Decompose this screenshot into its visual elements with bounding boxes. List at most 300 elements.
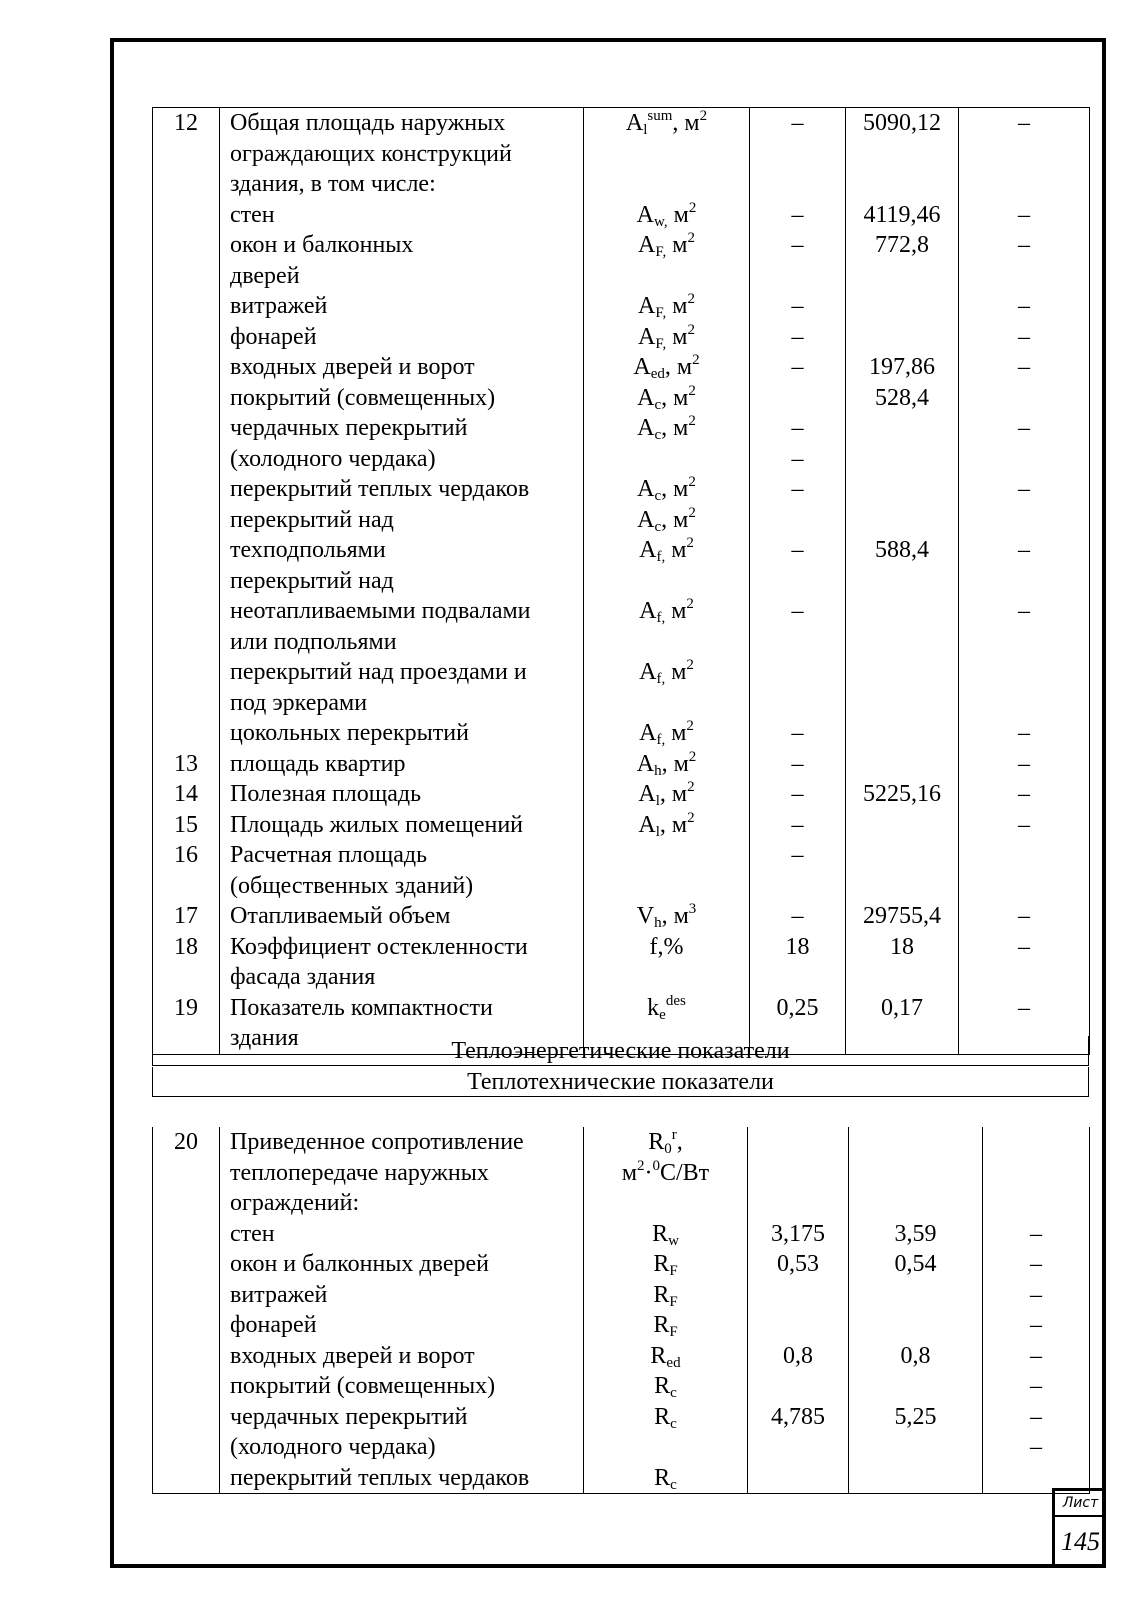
- unit-text: , м: [661, 903, 689, 929]
- unit-line: [584, 108, 749, 139]
- row-number-cell: [153, 200, 220, 231]
- unit-line: [584, 962, 749, 993]
- unit-superscript: des: [665, 992, 686, 1009]
- unit-power: 2: [687, 809, 695, 826]
- table-row: [153, 1310, 1090, 1341]
- unit-symbol: A: [639, 659, 657, 685]
- indicator-name-line: перекрытий над: [230, 567, 394, 594]
- actual-value: [959, 169, 1089, 200]
- indicator-name-line: окон и балконных дверей: [230, 1251, 489, 1277]
- calculated-value: [846, 627, 958, 658]
- normative-value: –: [791, 415, 804, 441]
- calculated-value: [846, 962, 958, 993]
- actual-value-cell: [959, 230, 1090, 291]
- normative-value-cell: [750, 291, 846, 322]
- actual-value: [959, 566, 1089, 597]
- unit-text: , м: [659, 811, 688, 838]
- actual-value: –: [1018, 110, 1030, 136]
- unit-subscript: l: [655, 793, 660, 809]
- row-number-cell: [153, 322, 220, 353]
- unit-text: , м: [661, 506, 689, 533]
- unit-line: [584, 718, 749, 749]
- calculated-value-cell: [849, 1127, 983, 1219]
- unit-text: м: [666, 323, 688, 350]
- indicator-name-line: окон и балконных: [230, 232, 414, 258]
- indicator-name-cell: [220, 1127, 584, 1219]
- unit-cell: [584, 718, 750, 749]
- normative-value: 0,25: [776, 994, 819, 1021]
- unit-line: [584, 1310, 747, 1341]
- unit-subscript: f,: [656, 549, 666, 565]
- unit-line: [584, 1463, 747, 1494]
- indicator-name-cell: [220, 413, 584, 474]
- unit-subscript: F: [669, 1293, 678, 1310]
- unit-line: [584, 1127, 747, 1158]
- unit-line: [584, 352, 749, 383]
- indicator-name-line: ограждений:: [230, 1190, 360, 1216]
- indicator-name-line: (холодного чердака): [230, 1434, 436, 1460]
- actual-value: [959, 962, 1089, 993]
- unit-cell: [584, 322, 750, 353]
- indicator-name-cell: [220, 779, 584, 810]
- row-number: [153, 291, 219, 322]
- actual-value: [959, 657, 1089, 688]
- unit-cell: [584, 1249, 748, 1280]
- indicator-name-cell: [220, 1280, 584, 1311]
- calculated-value-cell: [846, 749, 959, 780]
- calculated-value-cell: [846, 108, 959, 200]
- row-number-cell: [153, 230, 220, 291]
- row-number: [153, 1371, 219, 1402]
- unit-line: [584, 810, 749, 841]
- table-row: [153, 474, 1090, 505]
- unit-symbol: f,%: [649, 933, 684, 960]
- unit-line: [584, 230, 749, 261]
- row-number-cell: [153, 718, 220, 749]
- row-number-cell: [153, 810, 220, 841]
- normative-value-cell: [748, 1310, 849, 1341]
- indicator-name-line: неотапливаемыми подвалами: [230, 598, 531, 624]
- unit-superscript: r: [671, 1127, 677, 1143]
- actual-value: –: [1018, 354, 1030, 380]
- calculated-value-cell: [846, 413, 959, 474]
- indicator-name-cell: [220, 1402, 584, 1463]
- normative-value-cell: [750, 779, 846, 810]
- normative-value-cell: [750, 749, 846, 780]
- actual-value-cell: [959, 200, 1090, 231]
- actual-value: –: [1018, 994, 1030, 1021]
- unit-cell: [584, 1219, 748, 1250]
- row-number: [153, 505, 219, 536]
- normative-value-cell: [748, 1463, 849, 1494]
- row-number: [153, 383, 219, 414]
- unit-text: м: [665, 598, 687, 624]
- calculated-value: [846, 718, 958, 749]
- normative-value-cell: [750, 383, 846, 414]
- unit-subscript: ed: [666, 1354, 681, 1371]
- unit-symbol: A: [637, 415, 655, 441]
- unit-symbol: R: [653, 1312, 670, 1338]
- unit-cell: [584, 108, 750, 200]
- actual-value: –: [1018, 323, 1030, 350]
- row-number: [153, 1341, 219, 1372]
- calculated-value: 4119,46: [863, 201, 941, 228]
- unit-symbol: м: [621, 1159, 637, 1186]
- unit-cell: [584, 230, 750, 291]
- indicator-name-line: под эркерами: [230, 689, 368, 716]
- normative-value-cell: [750, 505, 846, 566]
- indicator-name-cell: [220, 322, 584, 353]
- unit-symbol: A: [637, 384, 655, 411]
- actual-value: –: [1018, 293, 1030, 319]
- unit-symbol: R: [650, 1342, 667, 1369]
- indicator-name-line: ограждающих конструкций: [230, 140, 512, 167]
- unit-line: [584, 1188, 747, 1219]
- row-number-cell: [153, 383, 220, 414]
- unit-text: , м: [661, 415, 689, 441]
- table-row: [153, 383, 1090, 414]
- unit-subscript: l: [655, 823, 660, 840]
- indicator-name-line: покрытий (совмещенных): [230, 1373, 496, 1399]
- unit-line: [584, 444, 749, 475]
- actual-value: –: [1018, 903, 1030, 929]
- row-number-cell: [153, 1463, 220, 1494]
- normative-value: –: [791, 476, 804, 502]
- normative-value-cell: [748, 1219, 849, 1250]
- unit-power: 2: [688, 504, 696, 521]
- unit-subscript: l: [643, 122, 648, 138]
- section-header-energy: Теплоэнергетические показатели: [152, 1036, 1089, 1066]
- unit-subscript: f,: [656, 610, 666, 626]
- row-number: [153, 200, 219, 231]
- row-number: 20: [174, 1129, 198, 1155]
- calculated-value-cell: [846, 230, 959, 291]
- unit-cell: [584, 657, 750, 718]
- row-number: [153, 230, 219, 261]
- row-number-cell: [153, 352, 220, 383]
- actual-value: –: [1030, 1342, 1042, 1369]
- actual-value-cell: [959, 322, 1090, 353]
- indicator-name-line: витражей: [230, 1281, 328, 1308]
- calculated-value-cell: [849, 1463, 983, 1494]
- normative-value: 18: [785, 933, 810, 960]
- unit-line: [584, 1219, 747, 1250]
- unit-power: 2: [688, 199, 697, 216]
- unit-symbol: A: [633, 354, 651, 380]
- unit-power: 2: [688, 382, 696, 399]
- row-number-cell: [153, 1249, 220, 1280]
- sheet-label: Лист: [1055, 1491, 1106, 1517]
- normative-value: 0,53: [777, 1251, 819, 1277]
- unit-symbol: A: [639, 537, 657, 563]
- actual-value-cell: [959, 901, 1090, 932]
- section-header-thermal: Теплотехнические показатели: [152, 1067, 1089, 1097]
- unit-line: [584, 566, 749, 597]
- row-number: 15: [174, 811, 198, 838]
- calculated-value: [846, 840, 958, 871]
- normative-value: 4,785: [771, 1403, 825, 1430]
- actual-value: –: [1030, 1220, 1042, 1247]
- normative-value: [748, 1310, 848, 1341]
- indicator-name-cell: [220, 352, 584, 383]
- row-number: 16: [174, 842, 198, 868]
- row-number-cell: [153, 779, 220, 810]
- actual-value-cell: [959, 932, 1090, 993]
- unit-cell: [584, 840, 750, 901]
- unit-line: [584, 139, 749, 170]
- unit-power: 0: [652, 1157, 660, 1174]
- actual-value: [959, 383, 1089, 414]
- table-row: [153, 1341, 1090, 1372]
- actual-value-cell: [959, 383, 1090, 414]
- table-row: [153, 108, 1090, 200]
- normative-value: [750, 505, 845, 536]
- unit-line: [584, 505, 749, 536]
- table-row: [153, 352, 1090, 383]
- actual-value-cell: [959, 840, 1090, 901]
- row-number: 19: [174, 994, 198, 1021]
- row-number: [153, 718, 219, 749]
- row-number-cell: [153, 932, 220, 993]
- row-number: [153, 566, 219, 597]
- normative-value: [748, 1127, 848, 1158]
- actual-value: –: [1030, 1403, 1042, 1430]
- unit-subscript: h: [654, 915, 662, 931]
- unit-subscript: c: [654, 396, 662, 413]
- table-row: [153, 932, 1090, 993]
- normative-value-cell: [750, 200, 846, 231]
- actual-value-cell: [983, 1219, 1090, 1250]
- row-number-cell: [153, 1219, 220, 1250]
- row-number-cell: [153, 474, 220, 505]
- indicator-name-line: площадь квартир: [230, 750, 406, 777]
- actual-value-cell: [959, 505, 1090, 566]
- unit-text: м: [667, 201, 689, 228]
- indicator-name-cell: [220, 810, 584, 841]
- row-number: [153, 1463, 219, 1494]
- unit-power: 2: [687, 291, 695, 307]
- calculated-value: 197,86: [869, 354, 935, 380]
- unit-superscript: sum: [647, 108, 673, 124]
- unit-symbol: R: [648, 1129, 665, 1155]
- normative-value-cell: [750, 474, 846, 505]
- calculated-value-cell: [849, 1341, 983, 1372]
- normative-value: [750, 657, 845, 688]
- indicator-name-cell: [220, 566, 584, 658]
- actual-value: [959, 871, 1089, 902]
- calculated-value: [846, 261, 958, 292]
- row-number-cell: [153, 1310, 220, 1341]
- unit-line: [584, 383, 749, 414]
- normative-value-cell: [748, 1341, 849, 1372]
- normative-value: –: [791, 445, 804, 472]
- unit-symbol: A: [638, 781, 656, 807]
- actual-value: [959, 139, 1089, 170]
- table-row: [153, 840, 1090, 901]
- normative-value: [748, 1371, 848, 1402]
- unit-line: [584, 1280, 747, 1311]
- calculated-value: 0,54: [894, 1251, 937, 1277]
- indicator-name-cell: [220, 901, 584, 932]
- calculated-value-cell: [846, 474, 959, 505]
- indicator-name-line: перекрытий теплых чердаков: [230, 476, 530, 502]
- table-row: [153, 779, 1090, 810]
- unit-power: 2: [688, 748, 697, 765]
- normative-value-cell: [748, 1371, 849, 1402]
- table-row: [153, 322, 1090, 353]
- unit-text: м: [665, 537, 687, 563]
- calculated-value-cell: [846, 200, 959, 231]
- unit-line: [584, 657, 749, 688]
- table-row: [153, 1219, 1090, 1250]
- actual-value: [983, 1188, 1089, 1219]
- row-number: [153, 352, 219, 383]
- unit-subscript: F,: [655, 244, 667, 260]
- unit-subscript: F: [669, 1263, 678, 1279]
- normative-value: –: [791, 720, 804, 746]
- unit-text: м: [665, 659, 687, 685]
- normative-value: [748, 1280, 848, 1311]
- calculated-value: [849, 1432, 982, 1463]
- unit-symbol: R: [654, 1373, 671, 1399]
- row-number: [153, 1280, 219, 1311]
- unit-cell: [584, 779, 750, 810]
- unit-power: 2: [688, 413, 696, 429]
- row-number: [153, 1402, 219, 1433]
- table-row: [153, 657, 1090, 718]
- row-number-cell: [153, 108, 220, 200]
- unit-cell: [584, 749, 750, 780]
- unit-cell: [584, 932, 750, 993]
- row-number: 17: [174, 903, 198, 929]
- unit-power: 2: [687, 230, 695, 246]
- unit-subscript: f,: [656, 671, 666, 687]
- row-number-cell: [153, 840, 220, 901]
- unit-subscript: c: [654, 488, 662, 504]
- indicator-name-cell: [220, 1463, 584, 1494]
- indicator-name-line: стен: [230, 1220, 275, 1247]
- unit-power: 2: [692, 352, 700, 368]
- calculated-value-cell: [846, 291, 959, 322]
- sheet-number: 145: [1061, 1527, 1100, 1556]
- unit-text: , м: [672, 110, 700, 136]
- calculated-value-cell: [846, 566, 959, 658]
- normative-value-cell: [750, 718, 846, 749]
- actual-value-cell: [959, 566, 1090, 658]
- unit-symbol: A: [639, 598, 657, 624]
- normative-value-cell: [750, 932, 846, 993]
- normative-value-cell: [748, 1127, 849, 1219]
- unit-cell: [584, 200, 750, 231]
- sheet-stamp: [1052, 1488, 1106, 1568]
- table-row: [153, 200, 1090, 231]
- actual-value: [959, 261, 1089, 292]
- indicator-name-line: Площадь жилых помещений: [230, 811, 524, 838]
- unit-line: [584, 413, 749, 444]
- calculated-value: [849, 1127, 982, 1158]
- calculated-value-cell: [849, 1402, 983, 1463]
- unit-symbol: A: [636, 201, 655, 228]
- indicator-name-line: цокольных перекрытий: [230, 720, 469, 746]
- row-number-cell: [153, 505, 220, 566]
- normative-value: [750, 871, 845, 902]
- calculated-value: [846, 474, 958, 505]
- calculated-value: 18: [890, 933, 914, 960]
- actual-value: –: [1030, 1434, 1042, 1460]
- unit-line: [584, 1158, 747, 1189]
- unit-symbol: A: [637, 506, 655, 533]
- unit-symbol: A: [625, 110, 644, 136]
- unit-power: 2: [699, 108, 708, 124]
- calculated-value-cell: [846, 352, 959, 383]
- normative-value-cell: [750, 413, 846, 474]
- calculated-value: [846, 566, 958, 597]
- normative-value: –: [791, 598, 804, 624]
- unit-cell: [584, 474, 750, 505]
- actual-value: –: [1030, 1281, 1042, 1308]
- unit-text: м: [665, 720, 687, 746]
- indicator-name-cell: [220, 1371, 584, 1402]
- unit-line: [584, 169, 749, 200]
- normative-value-cell: [750, 230, 846, 291]
- actual-value: –: [1030, 1251, 1042, 1277]
- normative-value-cell: [750, 108, 846, 200]
- actual-value-cell: [959, 352, 1090, 383]
- unit-subscript: F: [669, 1324, 678, 1340]
- indicator-name-cell: [220, 291, 584, 322]
- calculated-value: [846, 749, 958, 780]
- unit-symbol: A: [636, 750, 655, 777]
- unit-power: 2: [686, 535, 694, 551]
- unit-cell: [584, 566, 750, 658]
- indicator-name-line: покрытий (совмещенных): [230, 384, 496, 411]
- indicator-name-line: фонарей: [230, 1312, 317, 1338]
- normative-value: –: [791, 750, 804, 777]
- calculated-value-cell: [846, 322, 959, 353]
- calculated-value: [849, 1280, 982, 1311]
- actual-value-cell: [959, 718, 1090, 749]
- normative-value-cell: [748, 1249, 849, 1280]
- calculated-value-cell: [846, 840, 959, 901]
- normative-value: 0,8: [783, 1342, 813, 1369]
- actual-value: –: [1018, 720, 1030, 746]
- unit-line: [584, 261, 749, 292]
- actual-value-cell: [959, 749, 1090, 780]
- normative-value: [748, 1158, 848, 1189]
- unit-symbol: R: [652, 1220, 669, 1247]
- normative-value: –: [791, 232, 804, 258]
- actual-value: –: [1018, 598, 1030, 624]
- unit-text: м: [666, 232, 688, 258]
- indicator-name-line: техподпольями: [230, 537, 386, 563]
- indicator-name-cell: [220, 932, 584, 993]
- indicator-name-line: Приведенное сопротивление: [230, 1129, 524, 1155]
- indicator-name-cell: [220, 718, 584, 749]
- indicator-name-cell: [220, 383, 584, 414]
- table-row: [153, 291, 1090, 322]
- unit-line: [584, 1341, 747, 1372]
- unit-subscript: h: [654, 762, 662, 779]
- unit-symbol: A: [638, 293, 656, 319]
- unit-superscript: 2: [637, 1157, 645, 1174]
- unit-power: 3: [688, 901, 697, 917]
- row-number: [153, 1310, 219, 1341]
- unit-subscript: F,: [655, 335, 667, 352]
- indicator-name-line: (холодного чердака): [230, 445, 436, 472]
- actual-value: –: [1030, 1312, 1042, 1338]
- actual-value: –: [1018, 811, 1030, 838]
- unit-power: 2: [687, 321, 695, 338]
